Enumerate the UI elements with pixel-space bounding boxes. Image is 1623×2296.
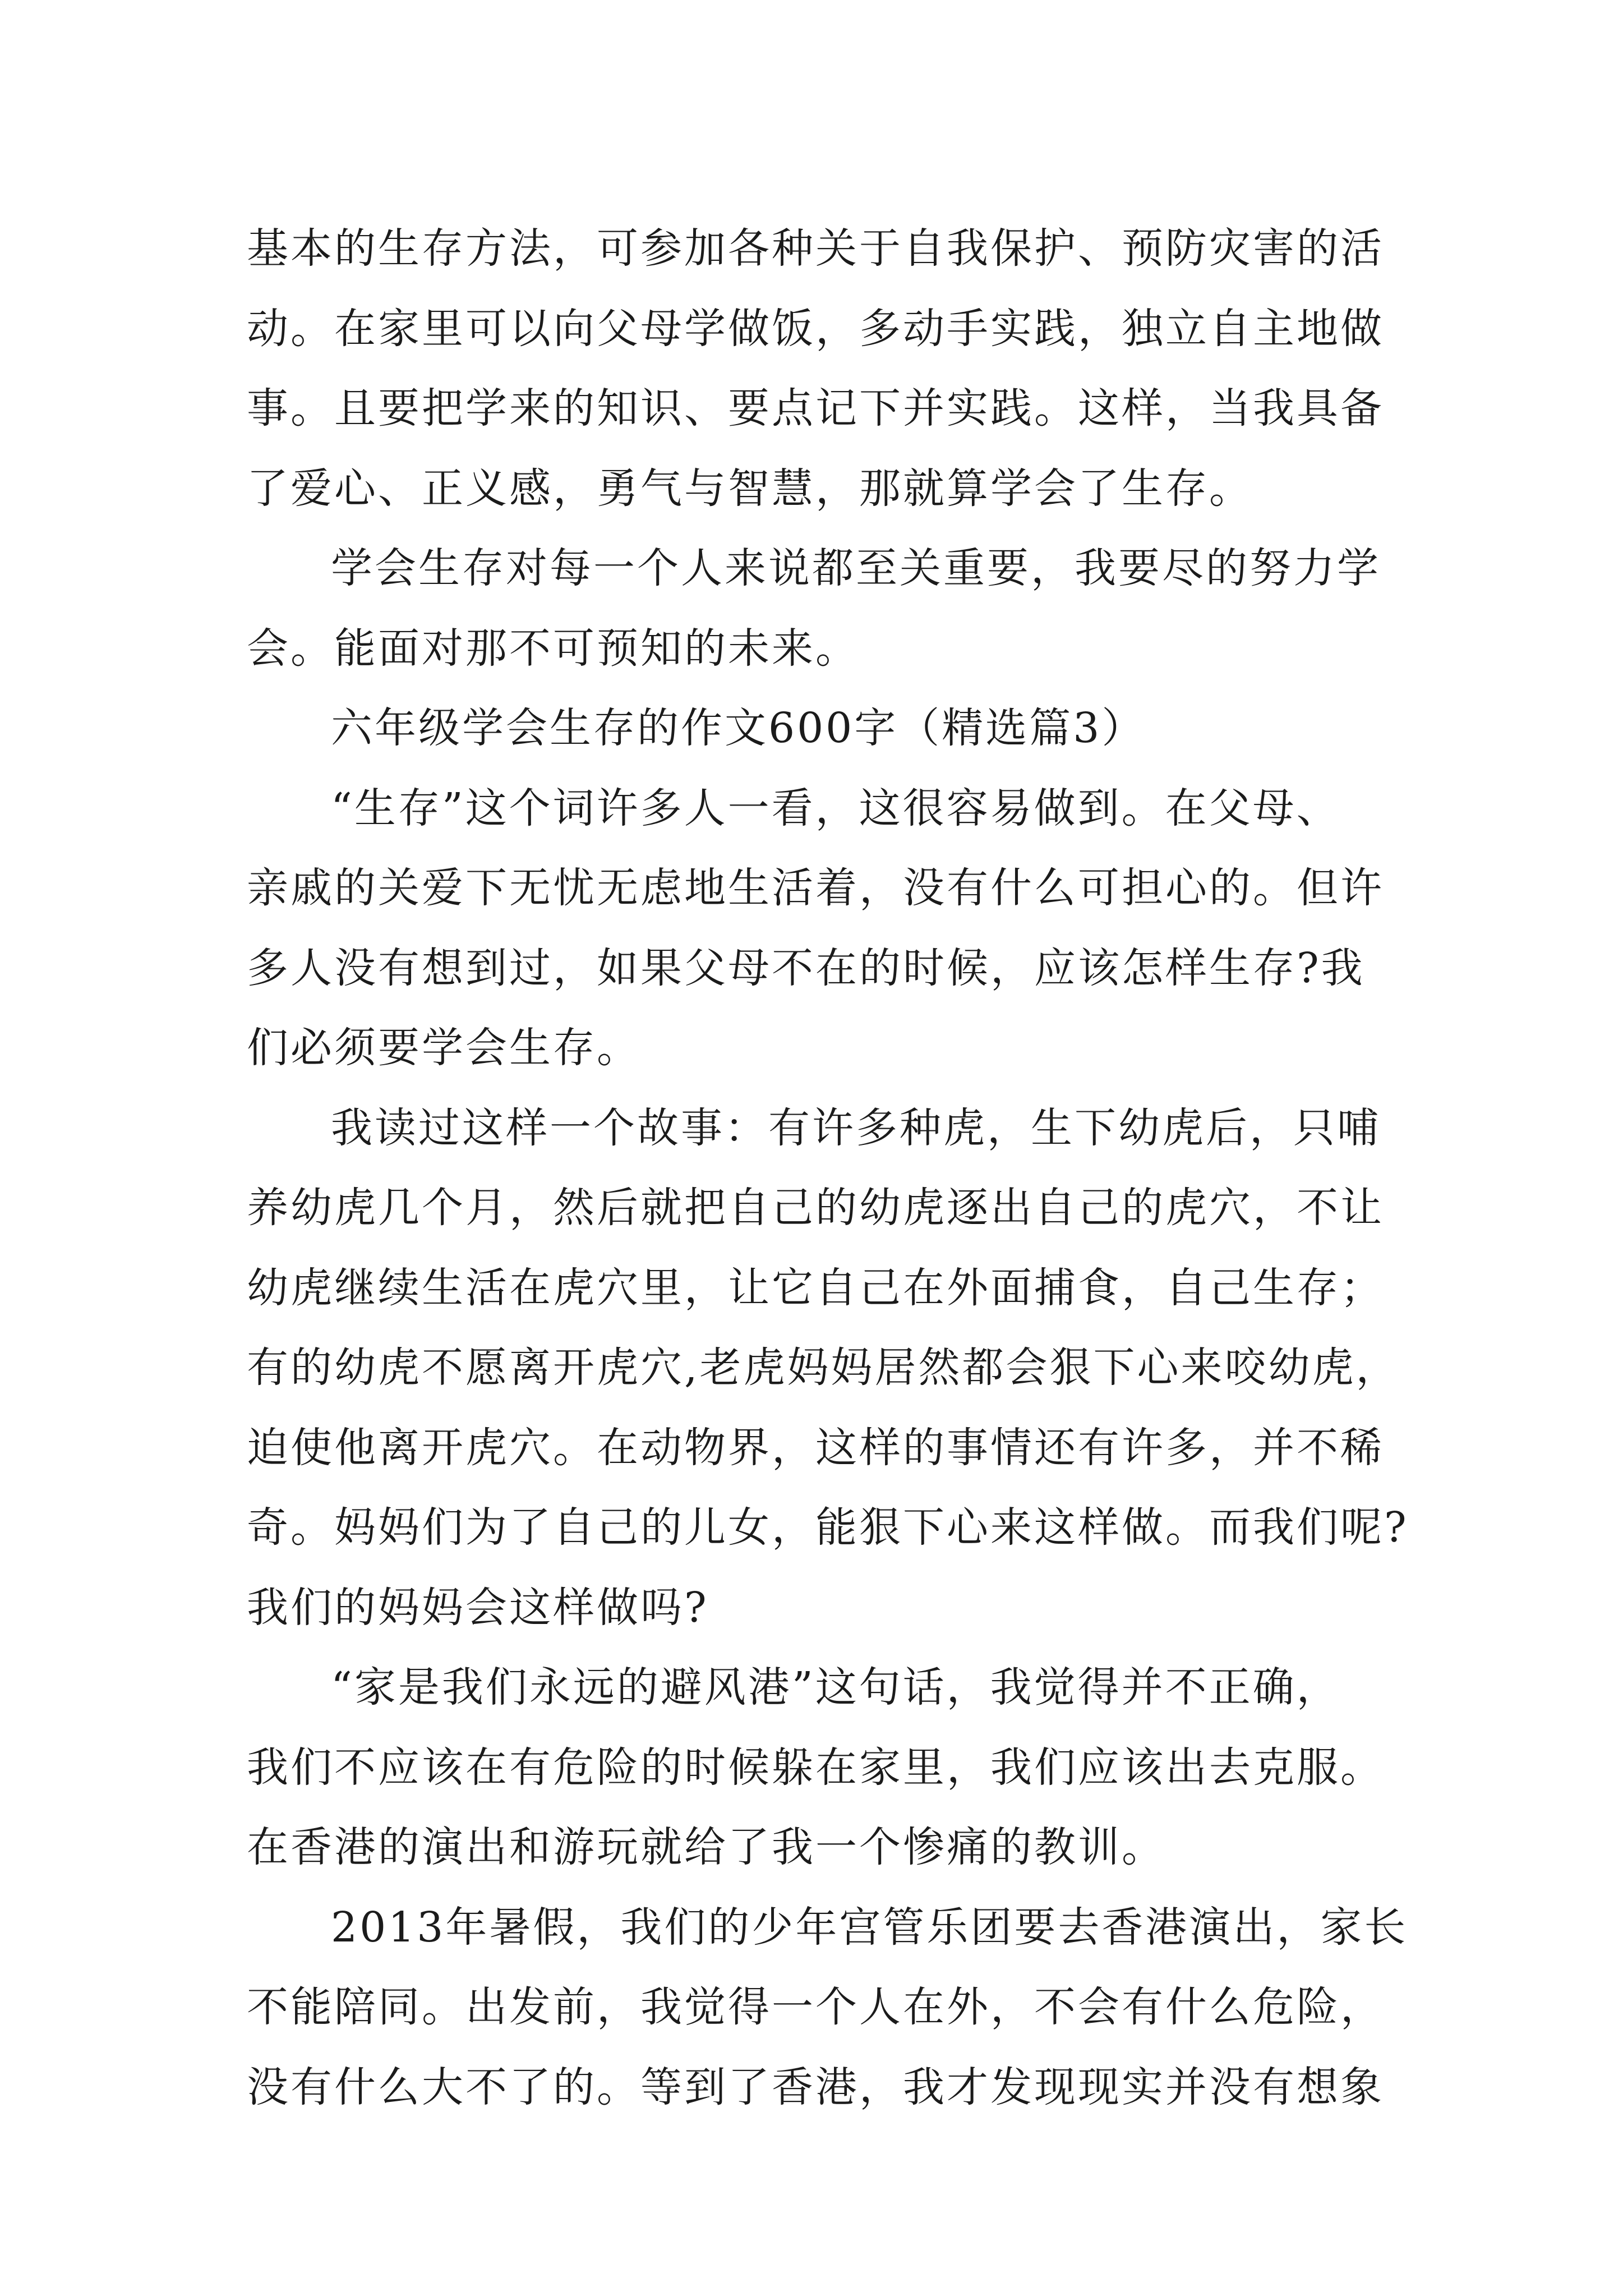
text-line: 多人没有想到过，如果父母不在的时候，应该怎样生存?我 <box>247 944 1365 992</box>
text-line: 我们的妈妈会这样做吗? <box>247 1583 709 1632</box>
text-line: 没有什么大不了的。等到了香港，我才发现现实并没有想象 <box>247 2063 1384 2111</box>
text-line: 基本的生存方法，可参加各种关于自我保护、预防灾害的活 <box>247 224 1384 273</box>
text-line: 亲戚的关爱下无忧无虑地生活着，没有什么可担心的。但许 <box>247 864 1384 912</box>
text-line: 有的幼虎不愿离开虎穴,老虎妈妈居然都会狠下心来咬幼虎， <box>247 1343 1400 1392</box>
text-line: 了爱心、正义感，勇气与智慧，那就算学会了生存。 <box>247 464 1253 513</box>
text-line: 在香港的演出和游玩就给了我一个惨痛的教训。 <box>247 1823 1165 1871</box>
text-line: 动。在家里可以向父母学做饭，多动手实践，独立自主地做 <box>247 304 1384 353</box>
text-line: 养幼虎几个月，然后就把自己的幼虎逐出自己的虎穴，不让 <box>247 1184 1384 1232</box>
text-line: 们必须要学会生存。 <box>247 1024 640 1072</box>
paragraph-first-line: 学会生存对每一个人来说都至关重要，我要尽的努力学 <box>331 544 1381 592</box>
text-line: 会。能面对那不可预知的未来。 <box>247 624 859 673</box>
text-line: 我们不应该在有危险的时候躲在家里，我们应该出去克服。 <box>247 1743 1384 1792</box>
section-heading: 六年级学会生存的作文600字（精选篇3） <box>331 704 1146 752</box>
text-line: 幼虎继续生活在虎穴里，让它自己在外面捕食，自己生存； <box>247 1263 1384 1312</box>
paragraph-first-line: 2013年暑假，我们的少年宫管乐团要去香港演出，家长 <box>331 1903 1408 1952</box>
document-body <box>247 209 1409 2127</box>
paragraph-first-line: “生存”这个词许多人一看，这很容易做到。在父母、 <box>331 784 1340 832</box>
text-line: 奇。妈妈们为了自己的儿女，能狠下心来这样做。而我们呢? <box>247 1503 1409 1552</box>
text-line: 迫使他离开虎穴。在动物界，这样的事情还有许多，并不稀 <box>247 1423 1384 1472</box>
paragraph-first-line: 我读过这样一个故事：有许多种虎，生下幼虎后，只哺 <box>331 1103 1381 1152</box>
text-line: 不能陪同。出发前，我觉得一个人在外，不会有什么危险， <box>247 1983 1384 2031</box>
text-line: 事。且要把学来的知识、要点记下并实践。这样，当我具备 <box>247 384 1384 432</box>
paragraph-first-line: “家是我们永远的避风港”这句话，我觉得并不正确， <box>331 1663 1340 1711</box>
